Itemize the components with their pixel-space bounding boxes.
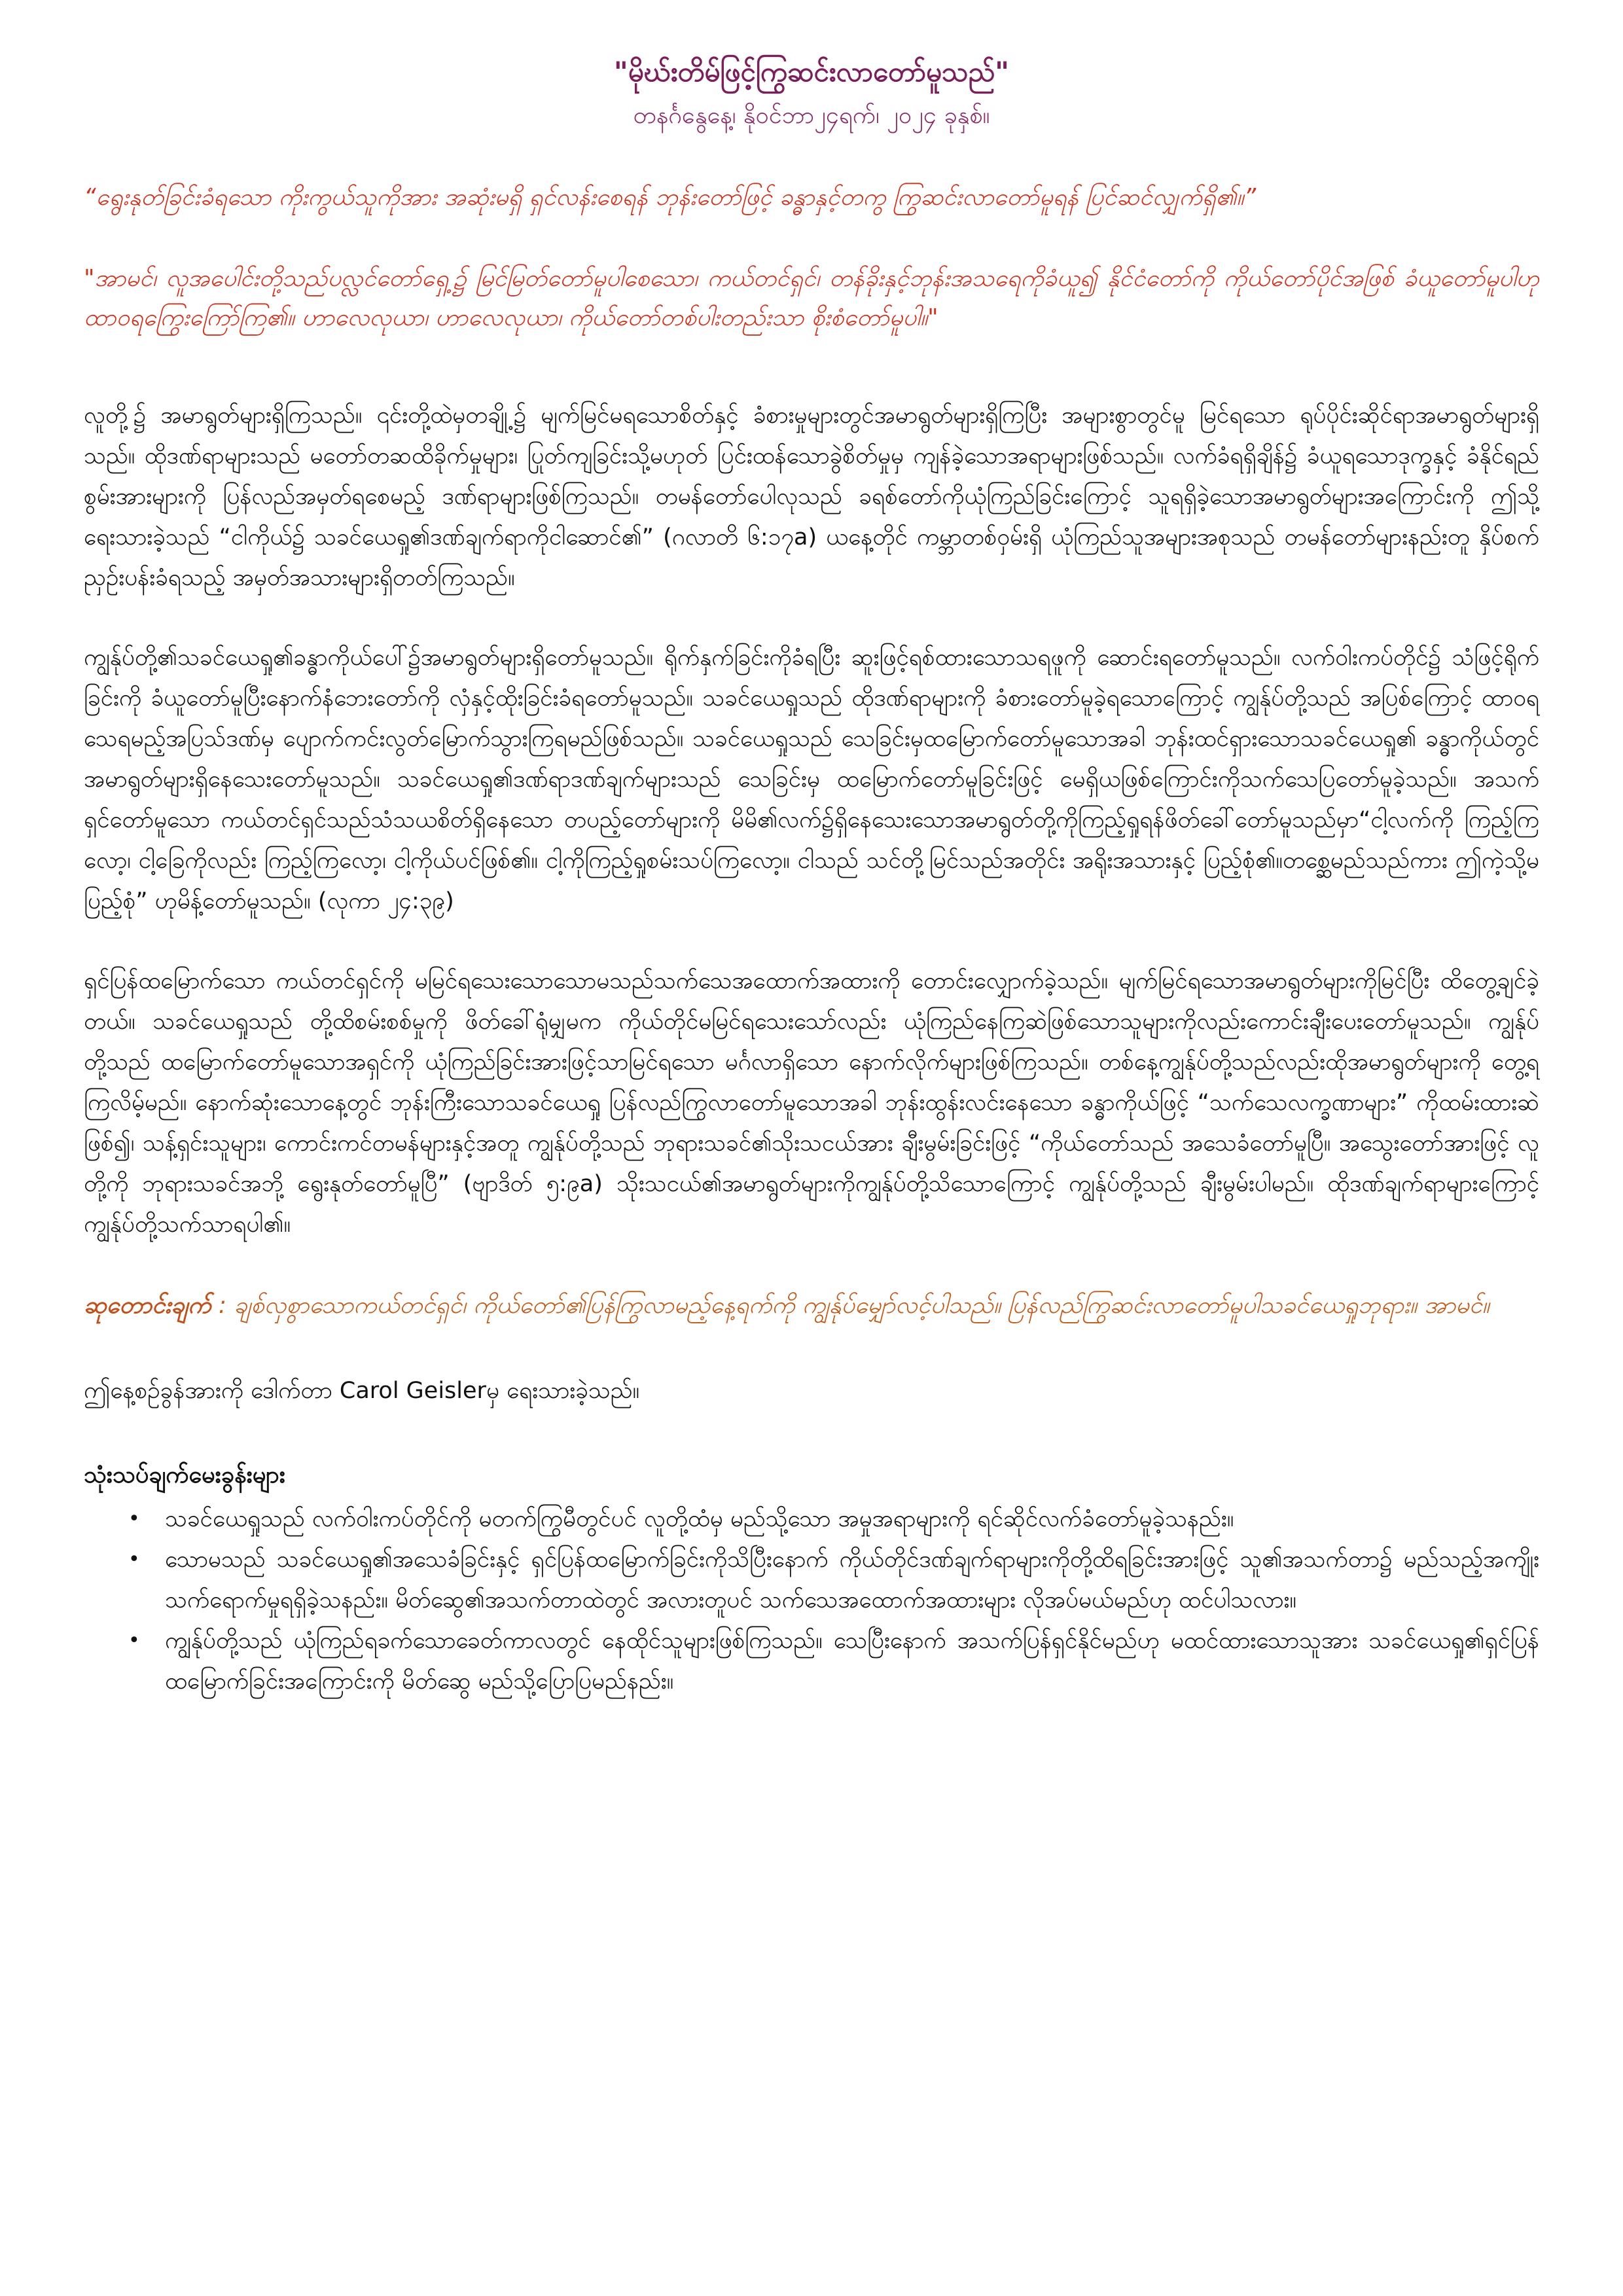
prayer-label: ဆုတောင်းချက် xyxy=(84,1292,211,1319)
questions-heading: သုံးသပ်ချက်မေးခွန်းများ xyxy=(84,1462,285,1488)
bullet-icon: • xyxy=(128,1629,140,1652)
questions-list xyxy=(84,1499,1539,1702)
bullet-icon: • xyxy=(128,1507,140,1530)
prayer-block xyxy=(84,1285,1539,1326)
prayer-separator: : xyxy=(211,1292,234,1319)
list-item xyxy=(84,1499,1539,1539)
prayer-text: ချစ်လှစွာသောကယ်တင်ရှင်၊ ကိုယ်တော်၏ပြန်ကြွလာမည့်နေ့ရက်ကို ကျွန်ုပ်မျှော်လင့်ပါသည်။ ပြန်လည်ကြွဆင်းလာတော်မူပါသခင်ယေရှုဘုရား။ အာမင်။ xyxy=(234,1292,1489,1319)
list-item xyxy=(84,1621,1539,1702)
body-paragraph: ရှင်ပြန်ထမြောက်သော ကယ်တင်ရှင်ကို မမြင်ရသေးသောသောမသည်သက်သေအထောက်အထားကို တောင်းလျှောက်ခဲ့သည်။ မျက်မြင်ရသောအမာရွတ်များကိုမြင်ပြီး ထိတွေ့ချင်ခဲ့တယ်။ သခင်ယေရှုသည် တို့ထိစမ်းစစ်မှုကို ဖိတ်ခေါ်ရုံမျှမက ကိုယ်တိုင်မမြင်ရသေးသော်လည်း ယုံကြည်နေကြဆဲဖြစ်သောသူများကိုလည်းကောင်းချီးပေးတော်မူသည်။ ကျွန်ုပ်တို့သည် ထမြောက်တော်မူသောအရှင်ကို ယုံကြည်ခြင်းအားဖြင့်သာမြင်ရသော မင်္ဂလာရှိသော နောက်လိုက်များဖြစ်ကြသည်။ တစ်နေ့ကျွန်ုပ်တို့သည်လည်းထိုအမာရွတ်များကို တွေ့ရကြလိမ့်မည်။ နောက်ဆုံးသောနေ့တွင် ဘုန်းကြီးသောသခင်ယေရှု ပြန်လည်ကြွလာတော်မူသောအခါ ဘုန်းထွန်းလင်းနေသော ခန္ဓာကိုယ်ဖြင့် “သက်သေလက္ခဏာများ” ကိုထမ်းထားဆဲဖြစ်၍၊ သန့်ရှင်းသူများ၊ ကောင်းကင်တမန်များနှင့်အတူ ကျွန်ုပ်တို့သည် ဘုရားသခင်၏သိုးသငယ်အား ချီးမွမ်းခြင်းဖြင့် “ကိုယ်တော်သည် အသေခံတော်မူပြီ။ အသွေးတော်အားဖြင့် လူတို့ကို ဘုရားသခင်အဘို့ ရွေးနုတ်တော်မူပြီ” (ဗျာဒိတ် ၅:၉a) သိုးသငယ်၏အမာရွတ်များကိုကျွန်ုပ်တို့သိသောကြောင့် ကျွန်ုပ်တို့သည် ချီးမွမ်းပါမည်။ ထိုဒဏ်ချက်ရာများကြောင့် ကျွန်ုပ်တို့သက်သာရပါ၏။ xyxy=(84,968,1539,1238)
bullet-icon: • xyxy=(128,1548,140,1571)
author-credit: ဤနေ့စဉ်ခွန်အားကို ဒေါက်တာ Carol Geislerမှ ရေးသားခဲ့သည်။ xyxy=(84,1378,640,1404)
body-paragraph: ကျွန်ုပ်တို့၏သခင်ယေရှု၏ခန္ဓာကိုယ်ပေါ်၌အမာရွတ်များရှိတော်မူသည်။ ရိုက်နှက်ခြင်းကိုခံရပြီး ဆူးဖြင့်ရစ်ထားသောသရဖူကို ဆောင်းရတော်မူသည်။ လက်ဝါးကပ်တိုင်၌ သံဖြင့်ရိုက်ခြင်းကို ခံယူတော်မူပြီးနောက်နံဘေးတော်ကို လှံနှင့်ထိုးခြင်းခံရတော်မူသည်။ သခင်ယေရှုသည် ထိုဒဏ်ရာများကို ခံစားတော်မူခဲ့ရသောကြောင့် ကျွန်ုပ်တို့သည် အပြစ်ကြောင့် ထာဝရသေရမည့်အပြသ်ဒဏ်မှ ပျောက်ကင်းလွတ်မြောက်သွားကြရမည်ဖြစ်သည်။ သခင်ယေရှုသည် သေခြင်းမှထမြောက်တော်မူသောအခါ ဘုန်းထင်ရှားသောသခင်ယေရှု၏ ခန္ဓာကိုယ်တွင် အမာရွတ်များရှိနေသေးတော်မူသည်။ သခင်ယေရှု၏ဒဏ်ရာဒဏ်ချက်များသည် သေခြင်းမှ ထမြောက်တော်မူခြင်းဖြင့် မေရှိယဖြစ်ကြောင်းကိုသက်သေပြတော်မူခဲ့သည်။ အသက်ရှင်တော်မူသော ကယ်တင်ရှင်သည်သံသယစိတ်ရှိနေသော တပည့်တော်များကို မိမိ၏လက်၌ရှိနေသေးသောအမာရွတ်တို့ကိုကြည့်ရှုရန်ဖိတ်ခေါ်တော်မူသည်မှာ“ငါ့လက်ကို ကြည့်ကြလော့၊ ငါ့ခြေကိုလည်း ကြည့်ကြလော့၊ ငါ့ကိုယ်ပင်ဖြစ်၏။ ငါ့ကိုကြည့်ရှုစမ်းသပ်ကြလော့။ ငါသည် သင်တို့မြင်သည်အတိုင်း အရိုးအသားနှင့် ပြည့်စုံ၏။တစ္ဆေမည်သည်ကား ဤကဲ့သို့မပြည့်စုံ” ဟုမိန့်တော်မူသည်။ (လုကာ ၂၄:၃၉) xyxy=(84,645,1539,914)
question-text: သခင်ယေရှုသည် လက်ဝါးကပ်တိုင်ကို မတက်ကြွမီတွင်ပင် လူတို့ထံမှ မည်သို့သော အမှုအရာများကို ရင်ဆိုင်လက်ခံတော်မူခဲ့သနည်း။ xyxy=(165,1506,1234,1532)
page-date: တနင်္ဂနွေနေ့၊ နိုဝင်ဘာ၂၄ရက်၊ ၂၀၂၄ ခုနှစ်။ xyxy=(633,102,990,129)
devotional-page xyxy=(84,51,1539,1702)
scripture-quote: "အာမင်၊ လူအပေါင်းတို့သည်ပလ္လင်တော်ရှေ့၌ မြင်မြတ်တော်မူပါစေသော၊ ကယ်တင်ရှင်၊ တန်ခိုးနှင့်ဘုန်းအသရေကိုခံယူ၍ နိုင်ငံတော်ကို ကိုယ်တော်ပိုင်အဖြစ် ခံယူတော်မူပါဟု ထာဝရကြွေးကြော်ကြ၏။ ဟာလေလုယာ၊ ဟာလေလုယာ၊ ကိုယ်တော်တစ်ပါးတည်းသာ စိုးစံတော်မူပါ။" xyxy=(84,265,1539,331)
question-text: သောမသည် သခင်ယေရှု၏အသေခံခြင်းနှင့် ရှင်ပြန်ထမြောက်ခြင်းကိုသိပြီးနောက် ကိုယ်တိုင်ဒဏ်ချက်ရာများကိုတို့ထိရခြင်းအားဖြင့် သူ၏အသက်တာ၌ မည်သည့်အကျိုးသက်ရောက်မှုရရှိခဲ့သနည်း။ မိတ်ဆွေ၏အသက်တာထဲတွင် အလားတူပင် သက်သေအထောက်အထားများ လိုအပ်မယ်မည်ဟု ထင်ပါသလား။ xyxy=(165,1547,1539,1613)
page-title: "မိုဃ်းတိမ်ဖြင့်ကြွဆင်းလာတော်မူသည်" xyxy=(613,56,1010,88)
list-item xyxy=(84,1539,1539,1621)
body-paragraph: လူတို့၌ အမာရွတ်များရှိကြသည်။ ၎င်းတို့ထဲမှတချို့၌ မျက်မြင်မရသောစိတ်နှင့် ခံစားမှုများတွင်အမာရွတ်များရှိကြပြီး အများစွာတွင်မူ မြင်ရသော ရုပ်ပိုင်းဆိုင်ရာအမာရွတ်များရှိသည်။ ထိုဒဏ်ရာများသည် မတော်တဆထိခိုက်မှုများ၊ ပြုတ်ကျခြင်းသို့မဟုတ် ပြင်းထန်သောခွဲစိတ်မှုမှ ကျန်ခဲ့သောအရာများဖြစ်သည်။ လက်ခံရရှိချိန်၌ ခံယူရသောဒုက္ခနှင့် ခံနိုင်ရည်စွမ်းအားများကို ပြန်လည်အမှတ်ရစေမည့် ဒဏ်ရာများဖြစ်ကြသည်။ တမန်တော်ပေါလုသည် ခရစ်တော်ကိုယုံကြည်ခြင်းကြောင့် သူရရှိခဲ့သောအမာရွတ်များအကြောင်းကို ဤသို့ရေးသားခဲ့သည် “ငါကိုယ်၌ သခင်ယေရှု၏ဒဏ်ချက်ရာကိုငါဆောင်၏” (ဂလာတိ ၆:၁၇a) ယနေ့တိုင် ကမ္ဘာတစ်ဝှမ်းရှိ ယုံကြည်သူအများအစုသည် တမန်တော်များနည်းတူ နှိပ်စက်ညှဉ်းပန်းခံရသည့် အမှတ်အသားများရှိတတ်ကြသည်။ xyxy=(84,403,1539,591)
question-text: ကျွန်ုပ်တို့သည် ယုံကြည်ရခက်သောခေတ်ကာလတွင် နေထိုင်သူများဖြစ်ကြသည်။ သေပြီးနောက် အသက်ပြန်ရှင်နိုင်မည်ဟု မထင်ထားသောသူအား သခင်ယေရှု၏ရှင်ပြန်ထမြောက်ခြင်းအကြောင်းကို မိတ်ဆွေ မည်သို့ပြောပြမည်နည်း။ xyxy=(165,1628,1539,1695)
opening-quote: “ရွေးနုတ်ခြင်းခံရသော ကိုးကွယ်သူကိုအား အဆုံးမရှိ ရှင်လန်းစေရန် ဘုန်းတော်ဖြင့် ခန္ဓာနှင့်တကွ ကြွဆင်းလာတော်မူရန် ပြင်ဆင်လျှက်ရှိ၏။” xyxy=(84,184,1257,211)
